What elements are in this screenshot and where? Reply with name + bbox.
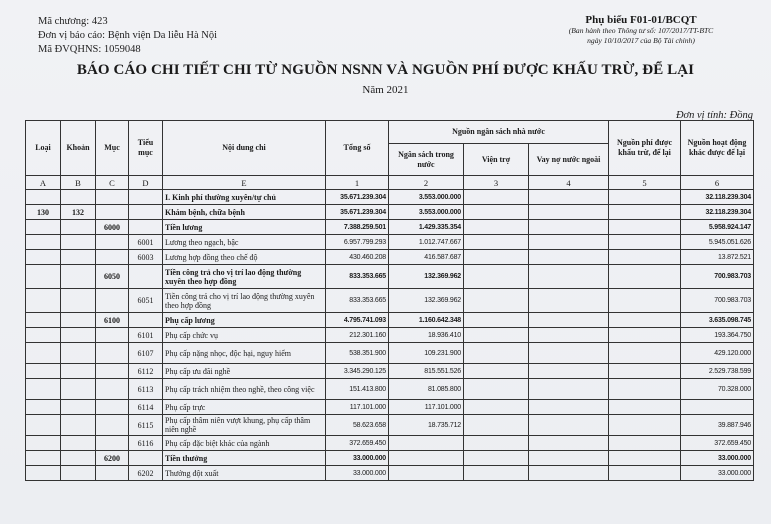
cell-muc [96, 328, 129, 343]
cell-muc [96, 436, 129, 451]
cell-nguon-hd: 3.635.098.745 [681, 313, 754, 328]
cell-muc [96, 289, 129, 313]
cell-muc [96, 400, 129, 415]
cell-vay-no [529, 235, 609, 250]
cell-khoan [61, 436, 96, 451]
cell-noi-dung: Thưởng đột xuất [163, 466, 326, 481]
cell-ns-trong-nuoc: 81.085.800 [389, 379, 464, 400]
cell-tieu-muc [129, 265, 163, 289]
cell-loai [26, 289, 61, 313]
cell-tieu-muc: 6107 [129, 343, 163, 364]
cell-khoan [61, 466, 96, 481]
cell-nguon-hd: 2.529.738.599 [681, 364, 754, 379]
cell-tieu-muc [129, 313, 163, 328]
cell-loai [26, 328, 61, 343]
cell-khoan [61, 220, 96, 235]
cell-tieu-muc [129, 190, 163, 205]
cell-vay-no [529, 289, 609, 313]
cell-vien-tro [464, 466, 529, 481]
col-header-vien-tro: Viện trợ [464, 144, 529, 176]
cell-khoan [61, 289, 96, 313]
cell-vien-tro [464, 364, 529, 379]
cell-ns-trong-nuoc: 117.101.000 [389, 400, 464, 415]
cell-khoan [61, 250, 96, 265]
table-row [26, 379, 754, 400]
cell-vien-tro [464, 313, 529, 328]
cell-vay-no [529, 250, 609, 265]
cell-ns-trong-nuoc: 1.429.335.354 [389, 220, 464, 235]
cell-muc [96, 364, 129, 379]
cell-vien-tro [464, 250, 529, 265]
cell-ns-trong-nuoc [389, 451, 464, 466]
cell-tieu-muc: 6101 [129, 328, 163, 343]
col-header-vay-no: Vay nợ nước ngoài [529, 144, 609, 176]
cell-nguon-hd: 5.958.924.147 [681, 220, 754, 235]
cell-vien-tro [464, 205, 529, 220]
cell-ns-trong-nuoc: 18.936.410 [389, 328, 464, 343]
table-row [26, 451, 754, 466]
cell-muc [96, 235, 129, 250]
index-4: 4 [529, 176, 609, 190]
don-vi-bao-cao: Đơn vị báo cáo: Bệnh viện Da liễu Hà Nội [38, 30, 218, 41]
cell-muc [96, 466, 129, 481]
cell-nguon-phi [609, 250, 681, 265]
cell-nguon-hd: 13.872.521 [681, 250, 754, 265]
cell-nguon-phi [609, 451, 681, 466]
cell-muc: 6200 [96, 451, 129, 466]
col-header-nguon-nsnn: Nguồn ngân sách nhà nước [389, 121, 609, 144]
cell-vien-tro [464, 235, 529, 250]
cell-nguon-phi [609, 289, 681, 313]
cell-nguon-phi [609, 364, 681, 379]
cell-vay-no [529, 313, 609, 328]
cell-loai [26, 400, 61, 415]
col-header-khoan: Khoản [61, 121, 96, 176]
cell-muc [96, 190, 129, 205]
index-3: 3 [464, 176, 529, 190]
col-header-tong-so: Tổng số [326, 121, 389, 176]
table-row [26, 220, 754, 235]
cell-ns-trong-nuoc: 132.369.962 [389, 265, 464, 289]
cell-nguon-hd: 32.118.239.304 [681, 205, 754, 220]
cell-muc [96, 379, 129, 400]
form-code: Phụ biểu F01-01/BCQT [585, 14, 697, 26]
cell-khoan [61, 379, 96, 400]
cell-tong-so: 833.353.665 [326, 265, 389, 289]
table-row [26, 313, 754, 328]
cell-nguon-phi [609, 190, 681, 205]
cell-khoan [61, 265, 96, 289]
cell-muc: 6000 [96, 220, 129, 235]
col-header-muc: Mục [96, 121, 129, 176]
cell-khoan [61, 313, 96, 328]
cell-tong-so: 6.957.799.293 [326, 235, 389, 250]
index-6: 6 [681, 176, 754, 190]
cell-ns-trong-nuoc: 3.553.000.000 [389, 190, 464, 205]
cell-loai [26, 220, 61, 235]
cell-loai [26, 451, 61, 466]
cell-tong-so: 538.351.900 [326, 343, 389, 364]
table-row [26, 265, 754, 289]
index-d: D [129, 176, 163, 190]
cell-ns-trong-nuoc: 815.551.526 [389, 364, 464, 379]
cell-tieu-muc [129, 205, 163, 220]
cell-vay-no [529, 220, 609, 235]
cell-noi-dung: I. Kinh phí thường xuyên/tự chủ [163, 190, 326, 205]
cell-tieu-muc: 6001 [129, 235, 163, 250]
cell-loai [26, 379, 61, 400]
cell-noi-dung: Phụ cấp trực [163, 400, 326, 415]
cell-ns-trong-nuoc: 1.012.747.667 [389, 235, 464, 250]
cell-noi-dung: Tiền lương [163, 220, 326, 235]
cell-tong-so: 35.671.239.304 [326, 205, 389, 220]
cell-ns-trong-nuoc [389, 466, 464, 481]
table-row [26, 250, 754, 265]
table-row [26, 415, 754, 436]
cell-nguon-phi [609, 220, 681, 235]
cell-tieu-muc: 6202 [129, 466, 163, 481]
cell-nguon-phi [609, 265, 681, 289]
cell-vien-tro [464, 451, 529, 466]
index-5: 5 [609, 176, 681, 190]
cell-muc [96, 343, 129, 364]
cell-noi-dung: Tiền công trả cho vị trí lao động thường xuyên theo hợp đồng [163, 265, 326, 289]
cell-noi-dung: Phụ cấp ưu đãi nghề [163, 364, 326, 379]
cell-noi-dung: Phụ cấp chức vụ [163, 328, 326, 343]
cell-vay-no [529, 379, 609, 400]
cell-ns-trong-nuoc [389, 436, 464, 451]
col-header-nguon-hd: Nguồn hoạt động khác được để lại [681, 121, 754, 176]
cell-tieu-muc: 6116 [129, 436, 163, 451]
cell-tieu-muc: 6051 [129, 289, 163, 313]
ma-dvqhns: Mã ĐVQHNS: 1059048 [38, 44, 141, 55]
cell-vay-no [529, 466, 609, 481]
cell-nguon-phi [609, 379, 681, 400]
cell-vay-no [529, 415, 609, 436]
cell-khoan [61, 190, 96, 205]
cell-ns-trong-nuoc: 416.587.687 [389, 250, 464, 265]
cell-nguon-hd: 39.887.946 [681, 415, 754, 436]
table-row [26, 343, 754, 364]
index-c: C [96, 176, 129, 190]
table-row [26, 205, 754, 220]
form-reference [541, 14, 741, 45]
table-row [26, 190, 754, 205]
index-1: 1 [326, 176, 389, 190]
cell-noi-dung: Tiền thưởng [163, 451, 326, 466]
cell-muc [96, 250, 129, 265]
cell-tong-so: 33.000.000 [326, 466, 389, 481]
cell-tieu-muc [129, 451, 163, 466]
cell-noi-dung: Phụ cấp thâm niên vượt khung, phụ cấp thâm niên nghề [163, 415, 326, 436]
cell-vay-no [529, 364, 609, 379]
cell-noi-dung: Lương theo ngạch, bậc [163, 235, 326, 250]
cell-tong-so: 35.671.239.304 [326, 190, 389, 205]
cell-tong-so: 151.413.800 [326, 379, 389, 400]
cell-khoan [61, 235, 96, 250]
cell-ns-trong-nuoc: 18.735.712 [389, 415, 464, 436]
cell-tong-so: 33.000.000 [326, 451, 389, 466]
cell-vien-tro [464, 220, 529, 235]
col-header-ns-trong-nuoc: Ngân sách trong nước [389, 144, 464, 176]
cell-nguon-hd: 5.945.051.626 [681, 235, 754, 250]
cell-vien-tro [464, 379, 529, 400]
cell-khoan [61, 451, 96, 466]
cell-loai [26, 466, 61, 481]
table-row [26, 289, 754, 313]
cell-muc: 6100 [96, 313, 129, 328]
cell-tieu-muc [129, 220, 163, 235]
cell-tong-so: 3.345.290.125 [326, 364, 389, 379]
index-a: A [26, 176, 61, 190]
cell-ns-trong-nuoc: 109.231.900 [389, 343, 464, 364]
cell-nguon-phi [609, 313, 681, 328]
cell-loai [26, 436, 61, 451]
cell-loai [26, 235, 61, 250]
table-row [26, 400, 754, 415]
cell-vay-no [529, 205, 609, 220]
cell-loai: 130 [26, 205, 61, 220]
table-row [26, 328, 754, 343]
cell-vien-tro [464, 415, 529, 436]
cell-tong-so: 4.795.741.093 [326, 313, 389, 328]
cell-tong-so: 7.388.259.501 [326, 220, 389, 235]
cell-nguon-hd: 372.659.450 [681, 436, 754, 451]
cell-vien-tro [464, 436, 529, 451]
col-header-nguon-phi: Nguồn phí được khấu trừ, để lại [609, 121, 681, 176]
cell-tong-so: 430.460.208 [326, 250, 389, 265]
cell-muc [96, 415, 129, 436]
cell-loai [26, 364, 61, 379]
report-meta [38, 15, 217, 57]
cell-vien-tro [464, 289, 529, 313]
cell-tieu-muc: 6115 [129, 415, 163, 436]
cell-khoan [61, 343, 96, 364]
cell-loai [26, 343, 61, 364]
cell-noi-dung: Phụ cấp lương [163, 313, 326, 328]
cell-khoan: 132 [61, 205, 96, 220]
cell-vay-no [529, 328, 609, 343]
table-row [26, 466, 754, 481]
cell-noi-dung: Khám bệnh, chữa bệnh [163, 205, 326, 220]
cell-ns-trong-nuoc: 132.369.962 [389, 289, 464, 313]
cell-loai [26, 313, 61, 328]
currency-unit: Đơn vị tính: Đồng [675, 110, 753, 121]
cell-tong-so: 117.101.000 [326, 400, 389, 415]
cell-vay-no [529, 265, 609, 289]
col-header-loai: Loại [26, 121, 61, 176]
cell-tong-so: 372.659.450 [326, 436, 389, 451]
table-row [26, 364, 754, 379]
cell-muc: 6050 [96, 265, 129, 289]
cell-khoan [61, 328, 96, 343]
cell-noi-dung: Tiền công trả cho vị trí lao động thường xuyên theo hợp đồng [163, 289, 326, 313]
cell-tieu-muc: 6112 [129, 364, 163, 379]
cell-nguon-phi [609, 436, 681, 451]
cell-nguon-hd: 700.983.703 [681, 289, 754, 313]
form-ref-line-2: ngày 10/10/2017 của Bộ Tài chính) [587, 35, 695, 45]
index-e: E [163, 176, 326, 190]
cell-noi-dung: Lương hợp đồng theo chế độ [163, 250, 326, 265]
cell-vien-tro [464, 265, 529, 289]
cell-tong-so: 833.353.665 [326, 289, 389, 313]
cell-nguon-hd [681, 400, 754, 415]
cell-loai [26, 250, 61, 265]
cell-nguon-hd: 700.983.703 [681, 265, 754, 289]
cell-tieu-muc: 6113 [129, 379, 163, 400]
index-2: 2 [389, 176, 464, 190]
cell-nguon-phi [609, 328, 681, 343]
col-header-tieu-muc: Tiểu mục [129, 121, 163, 176]
cell-loai [26, 190, 61, 205]
cell-khoan [61, 400, 96, 415]
report-year: Năm 2021 [362, 84, 409, 96]
cell-vien-tro [464, 190, 529, 205]
cell-noi-dung: Phụ cấp trách nhiệm theo nghề, theo công việc [163, 379, 326, 400]
report-title: BÁO CÁO CHI TIẾT CHI TỪ NGUỒN NSNN VÀ NGUỒN PHÍ ĐƯỢC KHẤU TRỪ, ĐỂ LẠI [76, 62, 695, 78]
cell-nguon-phi [609, 205, 681, 220]
table-row [26, 235, 754, 250]
cell-nguon-hd: 33.000.000 [681, 451, 754, 466]
cell-loai [26, 265, 61, 289]
cell-vay-no [529, 400, 609, 415]
column-index-row [26, 176, 754, 190]
cell-nguon-phi [609, 235, 681, 250]
cell-ns-trong-nuoc: 1.160.642.348 [389, 313, 464, 328]
cell-vay-no [529, 451, 609, 466]
cell-vien-tro [464, 343, 529, 364]
col-header-noi-dung: Nội dung chi [163, 121, 326, 176]
cell-tieu-muc: 6114 [129, 400, 163, 415]
cell-tieu-muc: 6003 [129, 250, 163, 265]
table-row [26, 436, 754, 451]
cell-noi-dung: Phụ cấp đặc biệt khác của ngành [163, 436, 326, 451]
cell-nguon-hd: 429.120.000 [681, 343, 754, 364]
form-ref-line-1: (Ban hành theo Thông tư số: 107/2017/TT-BTC [568, 26, 714, 35]
index-b: B [61, 176, 96, 190]
cell-nguon-hd: 33.000.000 [681, 466, 754, 481]
cell-vay-no [529, 190, 609, 205]
expenditure-table [25, 120, 754, 481]
cell-nguon-phi [609, 400, 681, 415]
ma-chuong: Mã chương: 423 [38, 16, 108, 27]
cell-nguon-phi [609, 466, 681, 481]
cell-muc [96, 205, 129, 220]
cell-nguon-hd: 70.328.000 [681, 379, 754, 400]
cell-tong-so: 58.623.658 [326, 415, 389, 436]
cell-loai [26, 415, 61, 436]
cell-vay-no [529, 436, 609, 451]
cell-vien-tro [464, 328, 529, 343]
cell-nguon-hd: 193.364.750 [681, 328, 754, 343]
cell-nguon-phi [609, 343, 681, 364]
cell-vay-no [529, 343, 609, 364]
cell-nguon-hd: 32.118.239.304 [681, 190, 754, 205]
cell-vien-tro [464, 400, 529, 415]
cell-khoan [61, 364, 96, 379]
cell-khoan [61, 415, 96, 436]
cell-nguon-phi [609, 415, 681, 436]
cell-ns-trong-nuoc: 3.553.000.000 [389, 205, 464, 220]
cell-tong-so: 212.301.160 [326, 328, 389, 343]
cell-noi-dung: Phụ cấp nặng nhọc, độc hại, nguy hiểm [163, 343, 326, 364]
